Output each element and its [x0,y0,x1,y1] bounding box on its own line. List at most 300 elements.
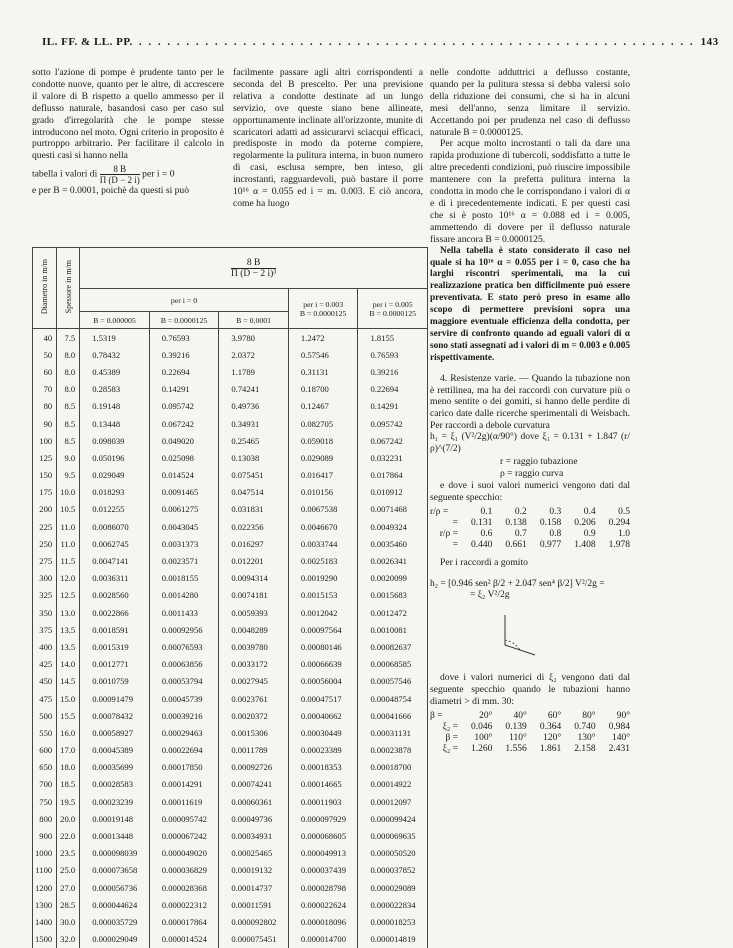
grid-value: 0.661 [505,539,527,550]
table-row [33,862,428,879]
cell-value: 0.00011619 [149,793,219,810]
cell-value: 0.0061275 [149,501,219,518]
th-diametro: Diametro in m/m [33,248,57,329]
cell-value: 0.00023878 [358,742,428,759]
table-row [33,415,428,432]
table-row [33,776,428,793]
cell-value: 0.0033172 [219,656,289,673]
formula-numerator: 8 B [100,164,140,175]
col2-text: facilmente passare agli altri corrispondenti a seconda del B prescelto. Per una previsione relativa a condotte destinate ad un lungo servizio, ove queste siano bene allineate, opportunamente inclinate all'orizzonte, munite di scaricatori adatti ad assicurarvi sciacqui efficaci, predisposte in modo da poterne compiere, regolarmente la pulitura interna, in buon numero di casi, esclusa sempre, ben inteso, gli incrostanti, ragguardevoli, può bastare il porre 10¹⁶ α = 0.055 ed i = m. 0.003. E ciò ancora, come ha luogo [233,67,423,209]
cell-value: 0.000099424 [358,810,428,827]
cell-spessore: 15.0 [57,690,80,707]
ratio-table [430,507,630,551]
cell-spessore: 8.5 [57,432,80,449]
cell-diametro: 1000 [33,845,57,862]
cell-value: 0.000098039 [80,845,150,862]
cell-value: 0.017864 [358,467,428,484]
grid-value: 0.7 [514,528,527,539]
cell-spessore: 32.0 [57,931,80,948]
formula-denominator: Π (D − 2 i) [99,175,140,186]
table-row [33,707,428,724]
cell-value: 0.00025465 [219,845,289,862]
table-row [33,484,428,501]
th-group-i005: per i = 0.005 B = 0.0000125 [358,289,428,329]
cell-value: 0.00092956 [149,621,219,638]
cell-value: 0.029049 [80,467,150,484]
grid-value: 0.2 [514,506,527,517]
cell-spessore: 8.5 [57,398,80,415]
cell-value: 0.00056004 [288,673,358,690]
table-row [33,329,428,347]
cell-value: 0.39216 [358,363,428,380]
cell-value: 0.00040662 [288,707,358,724]
cell-value: 0.0028560 [80,587,150,604]
cell-value: 0.000037852 [358,862,428,879]
cell-value: 0.000049020 [149,845,219,862]
cell-spessore: 15.5 [57,707,80,724]
cell-diametro: 500 [33,707,57,724]
cell-value: 0.000029049 [80,931,150,948]
table-body [33,329,428,948]
cell-value: 0.0018155 [149,570,219,587]
grid-value: 0.740 [574,721,596,732]
cell-diametro: 325 [33,587,57,604]
grid-value: 0.6 [480,528,493,539]
cell-diametro: 200 [33,501,57,518]
cell-spessore: 27.0 [57,879,80,896]
cell-value: 0.00039216 [149,707,219,724]
grid-value: 1.978 [608,539,630,550]
cell-value: 0.000097929 [288,810,358,827]
table-row [33,759,428,776]
cell-spessore: 7.5 [57,329,80,347]
cell-diametro: 600 [33,742,57,759]
cell-value: 0.000067242 [149,827,219,844]
grid-value: 100° [474,732,493,743]
cell-value: 1.1789 [219,363,289,380]
cell-value: 0.000073658 [80,862,150,879]
table-row [33,845,428,862]
th-group-i003: per i = 0.003 B = 0.0000125 [288,289,358,329]
cell-spessore: 30.0 [57,913,80,930]
cell-value: 0.0022866 [80,604,150,621]
cell-value: 0.22694 [358,381,428,398]
cell-value: 0.0036311 [80,570,150,587]
col3-p7: dove i valori numerici di ξ₂ vengono dati dal seguente specchio quando le tubazioni hanno diametri > di mm. 30: [430,672,630,708]
grid-value: 20° [479,710,493,721]
cell-diametro: 300 [33,570,57,587]
col1-tab-lead: tabella i valori di [32,168,98,180]
cell-spessore: 18.0 [57,759,80,776]
grid-label: r/ρ = [439,528,458,539]
cell-value: 0.000092802 [219,913,289,930]
cell-diametro: 1500 [33,931,57,948]
cell-value: 0.00014665 [288,776,358,793]
grid-value: 1.260 [471,743,493,754]
col1-text: sotto l'azione di pompe è prudente tanto per le condotte nuove, quanto per le altre, di accrescere il valore di B rispetto a quello ammesso per il deflusso naturale, basandosi caso per caso sul grado d'irregolarità che le pompe stesse introducono nel moto. Ogni criterio in proposito è purtroppo arbitrario. Per facilitare il calcolo in questi casi si hanno nella [32,67,224,162]
cell-value: 0.00014291 [149,776,219,793]
cell-diametro: 750 [33,793,57,810]
table-row [33,827,428,844]
cell-value: 0.00018700 [358,759,428,776]
grid-value: 90° [616,710,630,721]
th-formula: $\frac{8 B}{\text{Π (D − 2 i)³}}$ [80,248,428,289]
grid-value: 0.364 [539,721,562,732]
cell-value: 0.0043045 [149,518,219,535]
cell-value: 0.76593 [149,329,219,347]
cell-value: 0.0014280 [149,587,219,604]
cell-spessore: 10.5 [57,501,80,518]
cell-value: 0.00022694 [149,742,219,759]
cell-value: 0.00045389 [80,742,150,759]
cell-value: 0.000018253 [358,913,428,930]
cell-value: 0.049020 [149,432,219,449]
cell-spessore: 28.5 [57,896,80,913]
equation-h1: h₁ = ξ₁ (V²/2g)(α/90°) dove ξ₁ = 0.131 + 1.847 (r/ρ)^(7/2) [430,432,630,455]
cell-diametro: 80 [33,398,57,415]
cell-value: 0.00053794 [149,673,219,690]
cell-value: 0.76593 [358,346,428,363]
grid-value: 0.131 [471,517,493,528]
grid-value: 2.158 [574,743,596,754]
cell-value: 0.075451 [219,467,289,484]
cell-value: 1.2472 [288,329,358,347]
table-row [33,673,428,690]
cell-value: 0.13448 [80,415,150,432]
table-row [33,913,428,930]
cell-diametro: 700 [33,776,57,793]
table-row [33,587,428,604]
cell-value: 0.13038 [219,449,289,466]
col3-p5: e dove i suoi valori numerici vengono dati dal seguente specchio: [430,479,630,503]
cell-value: 0.0067538 [288,501,358,518]
cell-value: 0.016417 [288,467,358,484]
cell-value: 0.010156 [288,484,358,501]
col3-p6: Per i raccordi a gomito [440,556,528,568]
cell-value: 0.000018096 [288,913,358,930]
cell-value: 3.9780 [219,329,289,347]
grid-value: 0.984 [608,721,630,732]
grid-value: 1.0 [618,528,630,539]
cell-value: 0.00048754 [358,690,428,707]
grid-value: 0.4 [583,506,596,517]
cell-value: 0.000050520 [358,845,428,862]
grid-value: 0.440 [471,539,493,550]
cell-value: 0.0091465 [149,484,219,501]
grid-value: 2.431 [608,743,630,754]
cell-diametro: 50 [33,346,57,363]
cell-value: 0.000044624 [80,896,150,913]
cell-value: 0.00023389 [288,742,358,759]
cell-value: 0.28583 [80,381,150,398]
cell-diametro: 475 [33,690,57,707]
table-row [33,724,428,741]
grid-value: 0.139 [505,721,527,732]
cell-value: 0.000028368 [149,879,219,896]
cell-spessore: 12.0 [57,570,80,587]
table-row [33,896,428,913]
cell-spessore: 8.5 [57,415,80,432]
cell-diametro: 40 [33,329,57,347]
cell-value: 0.0071468 [358,501,428,518]
table-row [33,381,428,398]
cell-value: 0.00091479 [80,690,150,707]
cell-value: 0.000028798 [288,879,358,896]
cell-diametro: 1200 [33,879,57,896]
cell-spessore: 14.5 [57,673,80,690]
col3-p2: Per acque molto incrostanti o tali da dare una rapida produzione di tubercoli, soddisfatto a tutte le altre precedenti condizioni, può riuscire impossibile mantenere con la prefetta pulitura interna la condotta in modo che le corrispondano i valori di α e di i precedentemente indicati. E per questi casi che si è posto 10¹⁶ α = 0.088 ed i = 0.005, ammettendo di dovere per il deflusso naturale fissare ancora B = 0.0000125. [430,138,630,245]
table-row [33,346,428,363]
cell-diametro: 400 [33,638,57,655]
cell-value: 0.00066639 [288,656,358,673]
cell-value: 0.0046670 [288,518,358,535]
cell-value: 0.00013448 [80,827,150,844]
cell-value: 0.00012097 [358,793,428,810]
column-2 [233,67,423,210]
cell-value: 0.00019148 [80,810,150,827]
cell-value: 0.000095742 [149,810,219,827]
def-r: r = raggio tubazione [500,456,578,467]
cell-value: 0.000069635 [358,827,428,844]
cell-value: 0.00080146 [288,638,358,655]
cell-spessore: 8.0 [57,381,80,398]
grid-value: 0.5 [618,506,630,517]
grid-value: 110° [509,732,527,743]
cell-diametro: 425 [33,656,57,673]
cell-value: 0.067242 [358,432,428,449]
data-table [32,247,428,948]
cell-value: 0.0027945 [219,673,289,690]
column-1 [32,67,224,197]
grid-value: 0.294 [608,517,630,528]
cell-diametro: 275 [33,552,57,569]
cell-diametro: 550 [33,724,57,741]
cell-value: 0.000022834 [358,896,428,913]
cell-value: 0.0020099 [358,570,428,587]
cell-value: 0.0033744 [288,535,358,552]
grid-value: 0.138 [505,517,527,528]
grid-value: 0.046 [471,721,493,732]
grid-label: = [452,517,458,528]
cell-diametro: 350 [33,604,57,621]
cell-spessore: 17.0 [57,742,80,759]
cell-value: 0.0012771 [80,656,150,673]
table-row [33,501,428,518]
cell-value: 0.0039780 [219,638,289,655]
grid-value: 1.861 [539,743,562,754]
cell-value: 0.0018591 [80,621,150,638]
cell-spessore: 11.0 [57,535,80,552]
cell-value: 2.0372 [219,346,289,363]
cell-value: 0.00063856 [149,656,219,673]
cell-value: 0.095742 [358,415,428,432]
cell-value: 0.00092726 [219,759,289,776]
cell-value: 0.059018 [288,432,358,449]
cell-value: 0.00060361 [219,793,289,810]
cell-diametro: 90 [33,415,57,432]
cell-value: 0.000014819 [358,931,428,948]
th-sub-2: B = 0.0000125 [149,312,219,329]
cell-value: 0.029089 [288,449,358,466]
cell-value: 1.8155 [358,329,428,347]
cell-value: 0.000014700 [288,931,358,948]
cell-value: 0.74241 [219,381,289,398]
def-rho: ρ = raggio curva [500,467,564,479]
cell-value: 0.0026341 [358,552,428,569]
cell-spessore: 18.5 [57,776,80,793]
cell-value: 0.00058927 [80,724,150,741]
cell-value: 0.00030449 [288,724,358,741]
cell-diametro: 1100 [33,862,57,879]
cell-value: 0.0020372 [219,707,289,724]
cell-spessore: 9.0 [57,449,80,466]
cell-value: 0.012255 [80,501,150,518]
grid-value: 80° [582,710,596,721]
cell-spessore: 11.0 [57,518,80,535]
cell-value: 0.19148 [80,398,150,415]
cell-value: 0.018293 [80,484,150,501]
th-spessore: Spessore in m/m [57,248,80,329]
equation-h2: h₂ = [0.946 sen² β/2 + 2.047 sen⁴ β/2] V²/2g = [430,578,605,589]
cell-value: 0.00068585 [358,656,428,673]
cell-value: 0.0023761 [219,690,289,707]
header-dots: . . . . . . . . . . . . . . . . . . . . . . . . . . . . . . . . . . . . . . . . . . . . . . . . . . . . . . . . . . . [138,36,695,48]
grid-value: 1.556 [505,743,527,754]
cell-value: 0.0015319 [80,638,150,655]
cell-value: 0.00049736 [219,810,289,827]
grid-value: 40° [513,710,527,721]
cell-value: 0.0019290 [288,570,358,587]
table-row [33,363,428,380]
cell-value: 0.39216 [149,346,219,363]
cell-diametro: 150 [33,467,57,484]
cell-value: 0.0010081 [358,621,428,638]
cell-value: 0.0012042 [288,604,358,621]
table-row [33,398,428,415]
cell-diametro: 1400 [33,913,57,930]
cell-spessore: 9.5 [57,467,80,484]
cell-spessore: 13.5 [57,638,80,655]
cell-value: 0.0010759 [80,673,150,690]
cell-diametro: 100 [33,432,57,449]
cell-spessore: 14.0 [57,656,80,673]
cell-value: 0.022356 [219,518,289,535]
grid-value: 0.8 [549,528,562,539]
cell-value: 0.00014737 [219,879,289,896]
cell-value: 0.000035729 [80,913,150,930]
cell-value: 0.014524 [149,467,219,484]
cell-value: 0.0015306 [219,724,289,741]
grid-label: ξ₂ = [442,743,458,754]
cell-value: 0.31131 [288,363,358,380]
cell-value: 0.032231 [358,449,428,466]
table-row [33,690,428,707]
cell-value: 0.0011789 [219,742,289,759]
table-row [33,793,428,810]
equation-xi2: = ξ₂ V²/2g [470,590,510,601]
col3-p1: nelle condotte adduttrici a deflusso costante, quando per la pulitura stessa si debba valersi solo della riduzione dei consumi, che si ha in alcuni mesi dell'anno, senza limitare il servizio. Accettando poi per prudenza nel caso di deflusso naturale B = 0.0000125. [430,67,630,138]
cell-value: 0.00041666 [358,707,428,724]
table-row [33,432,428,449]
table-row [33,931,428,948]
cell-value: 0.00017850 [149,759,219,776]
cell-value: 0.12467 [288,398,358,415]
cell-diametro: 250 [33,535,57,552]
cell-value: 0.00045739 [149,690,219,707]
cell-spessore: 19.5 [57,793,80,810]
cell-value: 0.000029089 [358,879,428,896]
cell-value: 0.000036829 [149,862,219,879]
grid-value: 0.3 [549,506,562,517]
cell-value: 0.031831 [219,501,289,518]
cell-value: 0.22694 [149,363,219,380]
cell-value: 0.49736 [219,398,289,415]
grid-label: β = [430,710,443,721]
cell-value: 0.00076593 [149,638,219,655]
table-row [33,656,428,673]
column-3 [430,67,630,755]
cell-value: 0.00057546 [358,673,428,690]
grid-value: 0.9 [583,528,596,539]
grid-value: 140° [611,732,630,743]
th-group-i0: per i = 0 [80,289,289,312]
cell-value: 0.0031373 [149,535,219,552]
cell-diametro: 175 [33,484,57,501]
cell-value: 0.000017864 [149,913,219,930]
grid-label: ξ₂ = [442,721,458,732]
cell-value: 0.0062745 [80,535,150,552]
cell-value: 0.0015153 [288,587,358,604]
cell-value: 0.067242 [149,415,219,432]
cell-diametro: 225 [33,518,57,535]
cell-spessore: 10.0 [57,484,80,501]
cell-value: 0.095742 [149,398,219,415]
col1-for-i0: per i = 0 [142,168,175,180]
cell-value: 0.00082637 [358,638,428,655]
running-header [28,36,719,48]
cell-diametro: 60 [33,363,57,380]
cell-value: 0.000068605 [288,827,358,844]
table-row [33,570,428,587]
cell-value: 0.082705 [288,415,358,432]
cell-value: 0.000014524 [149,931,219,948]
table-row [33,552,428,569]
table-row [33,535,428,552]
cell-value: 0.0011433 [149,604,219,621]
cell-diametro: 125 [33,449,57,466]
cell-diametro: 650 [33,759,57,776]
cell-spessore: 8.0 [57,346,80,363]
cell-value: 0.0049324 [358,518,428,535]
cell-value: 0.0023571 [149,552,219,569]
grid-value: 130° [577,732,596,743]
cell-value: 0.00011591 [219,896,289,913]
cell-value: 0.0012472 [358,604,428,621]
cell-value: 0.0025183 [288,552,358,569]
cell-value: 0.0059393 [219,604,289,621]
page-number: 143 [700,36,719,48]
cell-value: 1.5319 [80,329,150,347]
cell-value: 0.000037439 [288,862,358,879]
grid-value: 1.408 [574,539,596,550]
cell-value: 0.00023239 [80,793,150,810]
cell-value: 0.14291 [149,381,219,398]
cell-value: 0.0047141 [80,552,150,569]
th-sub-1: B = 0.000005 [80,312,150,329]
cell-value: 0.00074241 [219,776,289,793]
cell-value: 0.0048289 [219,621,289,638]
grid-value: 0.1 [480,506,493,517]
